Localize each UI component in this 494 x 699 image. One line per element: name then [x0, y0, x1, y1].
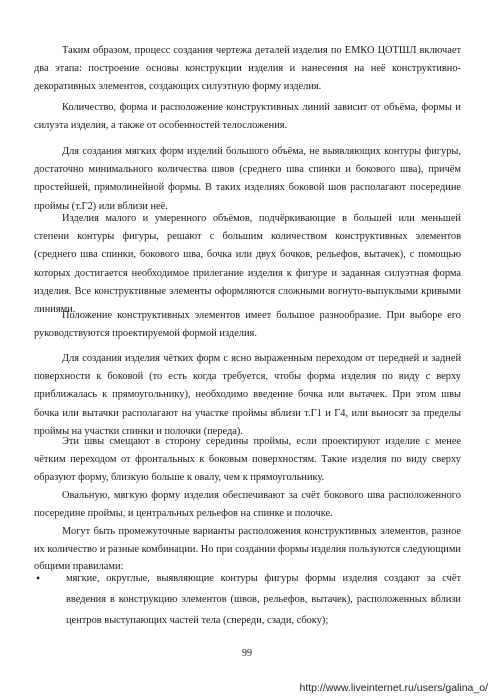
- bullet-dot-icon: •: [36, 571, 41, 585]
- paragraph-8: Овальную, мягкую форму изделия обеспечивают за счёт бокового шва расположенного посередине проймы, и центральных рельефов на спинке и полочке.: [34, 490, 461, 520]
- paragraph-7: Эти швы смещают в сторону середины проймы, если проектируют изделие с менее чётким переходом от фронтальных к боковым поверхностям. Такие изделия по виду сверху образуют форму, близкую больше к овалу, чем к прямоугольнику.: [34, 436, 461, 484]
- bullet-text: мягкие, округлые, выявляющие контуры фигуры формы изделия создают за счёт введения в конструкцию элементов (швов, рельефов, вытачек), расположенных вблизи центров выступающих частей тела (спереди, сзади, сбоку);: [66, 573, 461, 626]
- paragraph-9: Могут быть промежуточные варианты расположения конструктивных элементов, разное их количество и разные комбинации. Но при создании формы изделия пользуются следующими общими правилами:: [34, 526, 461, 573]
- paragraph-3: Для создания мягких форм изделий большого объёма, не выявляющих контуры фигуры, достаточно минимального количества швов (среднего шва спинки и бокового шва), причём простейшей, прямолинейной формы. В таких изделиях боковой шов располагают посередине проймы (т.Г2) или вблизи неё.: [34, 146, 461, 212]
- paragraph-4: Изделия малого и умеренного объёмов, подчёркивающие в большей или меньшей степени контуры фигуры, решают с большим количеством конструктивных элементов (среднего шва спинки, бокового шва, бочка или двух бочков, рельефов, вытачек), с помощью которых достигается необходимое прилегание изделия к фигуре и заданная силуэтная форма изделия. Все конструктивные элементы оформляются сложными вогнуто-выпуклыми кривыми линиями.: [34, 213, 461, 316]
- footer-url: http://www.liveinternet.ru/users/galina_o/: [299, 682, 488, 694]
- paragraph-1: Таким образом, процесс создания чертежа деталей изделия по ЕМКО ЦОТШЛ включает два этапа: построение основы конструкции изделия и нанесения на неё конструктивно-декоративных элементов, создающих силуэтную форму изделия.: [34, 45, 461, 93]
- page-number: 99: [242, 648, 252, 659]
- paragraph-2: Количество, форма и расположение конструктивных линий зависит от объёма, формы и силуэта изделия, а также от особенностей телосложения.: [34, 102, 461, 132]
- paragraph-5: Положение конструктивных элементов имеет большое разнообразие. При выборе его руководствуются проектируемой формой изделия.: [34, 310, 461, 340]
- list-item: [34, 568, 461, 631]
- paragraph-6: Для создания изделия чётких форм с ясно выраженным переходом от передней и задней поверхности к боковой (то есть когда требуется, чтобы форма изделия по виду с верху приближалась к прямоугольнику), необходимо введение бочка или вытачек. При этом швы бочка или вытачки располагают на участке проймы вблизи т.Г1 и Г4, или выносят за пределы проймы на участки спинки и полочки (переда).: [34, 353, 461, 437]
